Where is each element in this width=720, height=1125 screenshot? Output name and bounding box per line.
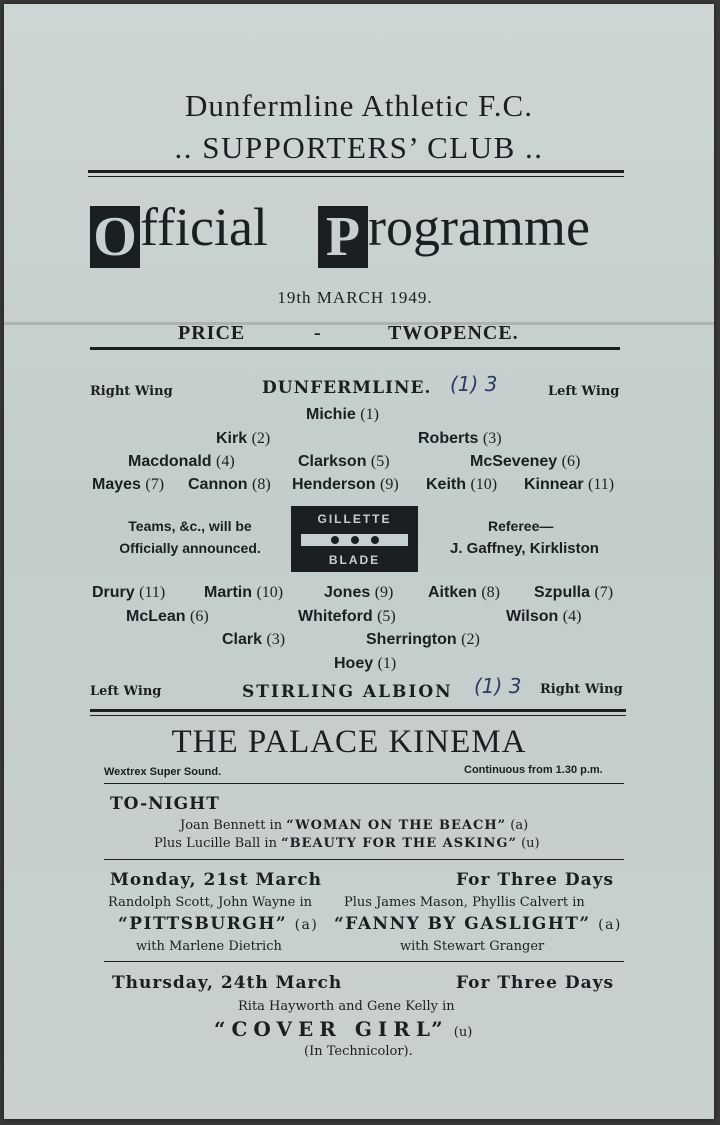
kinema-title: THE PALACE KINEMA	[171, 724, 527, 760]
rule-price	[90, 347, 620, 350]
thursday-cast: Rita Hayworth and Gene Kelly in	[238, 999, 455, 1014]
player-name: Hoey	[334, 655, 378, 672]
player-aitken	[428, 584, 500, 602]
monday-right-with: with Stewart Granger	[400, 939, 545, 954]
cover-girl-cert: (u)	[453, 1025, 473, 1040]
gillette-blade-ad	[291, 506, 418, 572]
official-word: fficial	[140, 197, 268, 257]
player-wilson	[506, 608, 581, 626]
pittsburgh-cert: (a)	[294, 917, 319, 933]
player-number: (3)	[266, 631, 286, 648]
kinema-continuous: Continuous from 1.30 p.m.	[464, 764, 603, 776]
player-clark	[222, 631, 285, 649]
away-right-tag: Right Wing	[540, 682, 623, 697]
player-number: (10)	[256, 584, 284, 601]
player-number: (1)	[377, 655, 397, 672]
player-macdonald	[128, 453, 235, 471]
monday-left-film	[118, 914, 318, 934]
away-team-name: STIRLING ALBION	[242, 682, 453, 702]
match-date: 19th MARCH 1949.	[277, 288, 433, 307]
player-number: (9)	[374, 584, 394, 601]
player-number: (4)	[562, 608, 582, 625]
player-number: (2)	[251, 430, 271, 447]
home-left-tag: Right Wing	[90, 384, 173, 399]
pittsburgh-title: “PITTSBURGH”	[118, 914, 288, 934]
cover-girl-title: “COVER GIRL”	[214, 1017, 449, 1041]
monday-left-cast: Randolph Scott, John Wayne in	[108, 895, 313, 910]
player-name: Aitken	[428, 584, 482, 601]
player-number: (6)	[561, 453, 581, 470]
player-jones	[324, 584, 393, 602]
monday-label: Monday, 21st March	[110, 870, 323, 890]
player-name: Kirk	[216, 430, 252, 447]
player-hoey	[334, 655, 396, 673]
home-handwritten-score: (1) 3	[450, 372, 498, 396]
player-number: (11)	[139, 584, 166, 601]
player-number: (5)	[370, 453, 390, 470]
thursday-label: Thursday, 24th March	[112, 973, 343, 993]
paper-fold	[4, 322, 714, 325]
tonight-label: TO-NIGHT	[110, 794, 220, 814]
player-martin	[204, 584, 283, 602]
player-number: (8)	[252, 476, 271, 493]
tonight-film-1: “WOMAN ON THE BEACH”	[286, 818, 507, 833]
tonight-cast-1: Joan Bennett in	[180, 818, 283, 833]
player-number: (7)	[145, 476, 165, 493]
player-henderson	[292, 476, 399, 494]
rule-top-1	[88, 170, 624, 173]
player-kinnear	[524, 476, 614, 494]
programme-title	[90, 196, 268, 268]
cover-girl-line	[214, 1017, 472, 1041]
player-number: (1)	[360, 406, 379, 423]
rule-kinema-5	[104, 961, 624, 962]
official-initial: O	[90, 206, 140, 268]
fanny-cert: (a)	[598, 917, 622, 933]
blade-hole	[351, 536, 359, 544]
programme-sheet	[4, 4, 714, 1119]
player-sherrington	[366, 631, 480, 649]
price-dash: -	[314, 322, 322, 344]
tonight-film-2: “BEAUTY FOR THE ASKING”	[281, 836, 517, 851]
player-mayes	[92, 476, 164, 494]
player-mclean	[126, 608, 209, 626]
player-roberts	[418, 430, 502, 448]
player-number: (2)	[461, 631, 480, 648]
away-handwritten-score: (1) 3	[474, 674, 522, 698]
monday-right-cast: Plus James Mason, Phyllis Calvert in	[344, 895, 585, 910]
player-cannon	[188, 476, 271, 494]
rule-kinema-2	[90, 715, 626, 716]
away-left-tag: Left Wing	[90, 684, 162, 699]
player-name: Henderson	[292, 476, 381, 493]
player-name: Wilson	[506, 608, 563, 625]
rule-kinema-3	[104, 783, 624, 784]
blade-hole	[331, 536, 339, 544]
player-name: Kinnear	[524, 476, 589, 493]
player-name: Roberts	[418, 430, 483, 447]
player-number: (10)	[470, 476, 498, 493]
tonight-cert-2: (u)	[521, 836, 540, 851]
rule-kinema-4	[104, 859, 624, 860]
monday-left-with: with Marlene Dietrich	[136, 939, 282, 954]
tonight-line-1	[180, 818, 528, 833]
player-kirk	[216, 430, 270, 448]
fanny-title: “FANNY BY GASLIGHT”	[334, 914, 591, 934]
programme-word: rogramme	[368, 197, 590, 257]
player-number: (11)	[588, 476, 615, 493]
supporters-club: .. SUPPORTERS’ CLUB ..	[174, 130, 544, 165]
rule-kinema-1	[90, 709, 626, 712]
tonight-cert-1: (a)	[510, 818, 529, 833]
player-number: (8)	[481, 584, 500, 601]
price-label: PRICE	[178, 322, 246, 344]
home-right-tag: Left Wing	[548, 384, 620, 399]
home-team-name: DUNFERMLINE.	[262, 378, 432, 398]
tonight-cast-2: Plus Lucille Ball in	[154, 836, 277, 851]
programme-title-2	[318, 196, 590, 268]
player-name: Whiteford	[298, 608, 378, 625]
thursday-duration: For Three Days	[456, 973, 615, 993]
player-szpulla	[534, 584, 613, 602]
player-name: Jones	[324, 584, 375, 601]
player-number: (7)	[594, 584, 614, 601]
monday-duration: For Three Days	[456, 870, 615, 890]
player-name: Clark	[222, 631, 267, 648]
player-clarkson	[298, 453, 390, 471]
technicolor-note: (In Technicolor).	[304, 1044, 413, 1059]
teams-note-2: Officially announced.	[119, 540, 261, 556]
player-name: Mayes	[92, 476, 146, 493]
player-name: Sherrington	[366, 631, 462, 648]
player-name: McLean	[126, 608, 191, 625]
player-name: Keith	[426, 476, 471, 493]
tonight-line-2	[154, 836, 540, 851]
player-drury	[92, 584, 165, 602]
referee-label: Referee—	[488, 518, 554, 534]
player-keith	[426, 476, 497, 494]
player-number: (9)	[380, 476, 399, 493]
player-number: (4)	[216, 453, 235, 470]
player-michie	[306, 406, 379, 424]
monday-right-film	[334, 914, 622, 934]
ad-blade: BLADE	[328, 553, 381, 567]
player-name: Clarkson	[298, 453, 371, 470]
player-name: Martin	[204, 584, 257, 601]
programme-initial: P	[318, 206, 368, 268]
player-number: (5)	[377, 608, 396, 625]
referee-name: J. Gaffney, Kirkliston	[450, 540, 599, 557]
player-whiteford	[298, 608, 396, 626]
player-name: Drury	[92, 584, 140, 601]
player-name: Macdonald	[128, 453, 217, 470]
player-name: Michie	[306, 406, 361, 423]
teams-note-1: Teams, &c., will be	[128, 518, 252, 534]
price-value: TWOPENCE.	[388, 322, 519, 344]
player-number: (3)	[482, 430, 502, 447]
club-name: Dunfermline Athletic F.C.	[185, 88, 533, 123]
player-mcseveney	[470, 453, 580, 471]
player-name: McSeveney	[470, 453, 562, 470]
rule-top-2	[88, 176, 624, 177]
blade-hole	[371, 536, 379, 544]
ad-gillette: GILLETTE	[317, 512, 392, 526]
player-name: Szpulla	[534, 584, 595, 601]
player-name: Cannon	[188, 476, 252, 493]
kinema-sound: Wextrex Super Sound.	[104, 766, 222, 778]
player-number: (6)	[190, 608, 209, 625]
